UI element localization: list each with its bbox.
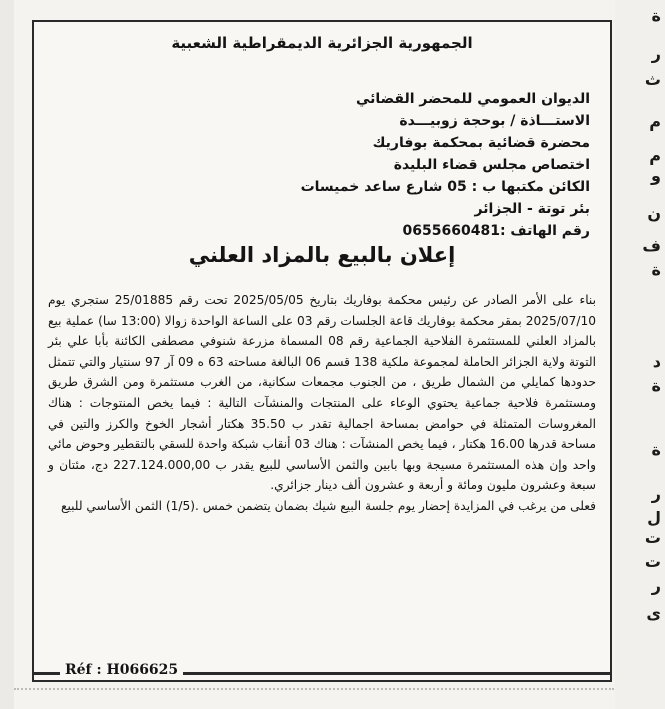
reference-bar <box>32 664 612 680</box>
header-line: بئر توتة - الجزائر <box>474 201 590 217</box>
notice-body <box>48 290 596 517</box>
adjacent-column-clipped <box>615 0 665 709</box>
adjacent-text-fragment: م <box>649 146 661 165</box>
header-line: اختصاص مجلس قضاء البليدة <box>393 157 590 173</box>
adjacent-text-fragment: ت <box>644 528 661 547</box>
body-paragraph: فعلى من يرغب في المزايدة إحضار يوم جلسة البيع شيك بضمان يتضمن خمس .(1/5) الثمن الأساسي للبيع <box>60 498 596 513</box>
header-line: الكائن مكتبها ب : 05 شارع ساعد خميسات <box>300 179 590 195</box>
header-line: رقم الهاتف :0655660481 <box>402 223 590 239</box>
adjacent-text-fragment: ر <box>651 484 661 503</box>
notice-title: إعلان بالبيع بالمزاد العلني <box>188 243 456 267</box>
adjacent-text-fragment: ر <box>651 44 661 63</box>
adjacent-text-fragment: و <box>651 166 661 185</box>
reference-number: Réf : H066625 <box>60 662 183 678</box>
adjacent-text-fragment: ة <box>651 376 661 395</box>
bailiff-office-header <box>170 88 590 242</box>
adjacent-text-fragment: ت <box>644 552 661 571</box>
adjacent-text-fragment: د <box>652 352 661 371</box>
adjacent-text-fragment: ل <box>647 508 661 527</box>
adjacent-text-fragment: ة <box>651 6 661 25</box>
dotted-separator <box>14 688 614 690</box>
adjacent-text-fragment: ن <box>647 204 661 223</box>
adjacent-text-fragment: م <box>649 112 661 131</box>
header-line: محضرة قضائية بمحكمة بوفاريك <box>372 135 590 151</box>
page-edge <box>0 0 14 709</box>
adjacent-text-fragment: ر <box>651 576 661 595</box>
body-paragraph: بناء على الأمر الصادر عن رئيس محكمة بوفاريك بتاريخ 2025/05/05 تحت رقم 25/01885 ستجري يوم 2025/07/10 بمقر محكمة بوفاريك قاعة الجلسات رقم 03 على الساعة الواحدة زوالا (13:00 سا) عملية بيع بالمزاد العلني للمستثمرة الفلاحية الجماعية رقم 08 المسماة مزرعة شنوفي مصطفى الكائنة بأبا علي بئر التوتة ولاية الجزائر الحاملة لمجموعة ملكية 138 قسم 06 البالغة مساحته 63 ه 09 آر 97 سنتيار والتي تتمثل حدودها كمايلي من الشمال طريق ، من الجنوب مجمعات سكانية، من الغرب مستثمرة ومن الشرق طريق ومستثمرة فلاحية جماعية يحتوي الوعاء على المنتجات والمنشآت التالية : فيما يخص المنتوجات : هناك المغروسات المتمثلة في حوامض بمساحة اجمالية تقدر ب 35.50 هكتار أشجار الخوخ والكرز والتين في مساحة قدرها 16.00 هكتار ، فيما يخص المنشآت : هناك 03 أنقاب شبكة واحدة للسقي بالتقطير وحوض مائي واحد وإن هذه المستثمرة مسيجة وبها بابين والثمن الأساسي للبيع يقدر ب 227.124.000,00 دج، مئتان و سبعة وعشرون مليون ومائة و أربعة و عشرون ألف دينار جزائري. <box>48 293 596 493</box>
adjacent-text-fragment: ف <box>642 236 661 255</box>
header-line: الاستـــاذة / بوحجة زوبيـــدة <box>399 113 590 129</box>
republic-heading: الجمهورية الجزائرية الديمقراطية الشعبية <box>171 34 473 52</box>
auction-notice <box>32 20 612 682</box>
adjacent-text-fragment: ث <box>644 70 661 89</box>
adjacent-text-fragment: ة <box>651 440 661 459</box>
adjacent-text-fragment: ة <box>651 260 661 279</box>
adjacent-text-fragment: ى <box>646 604 661 623</box>
header-line: الديوان العمومي للمحضر القضائي <box>355 91 590 107</box>
